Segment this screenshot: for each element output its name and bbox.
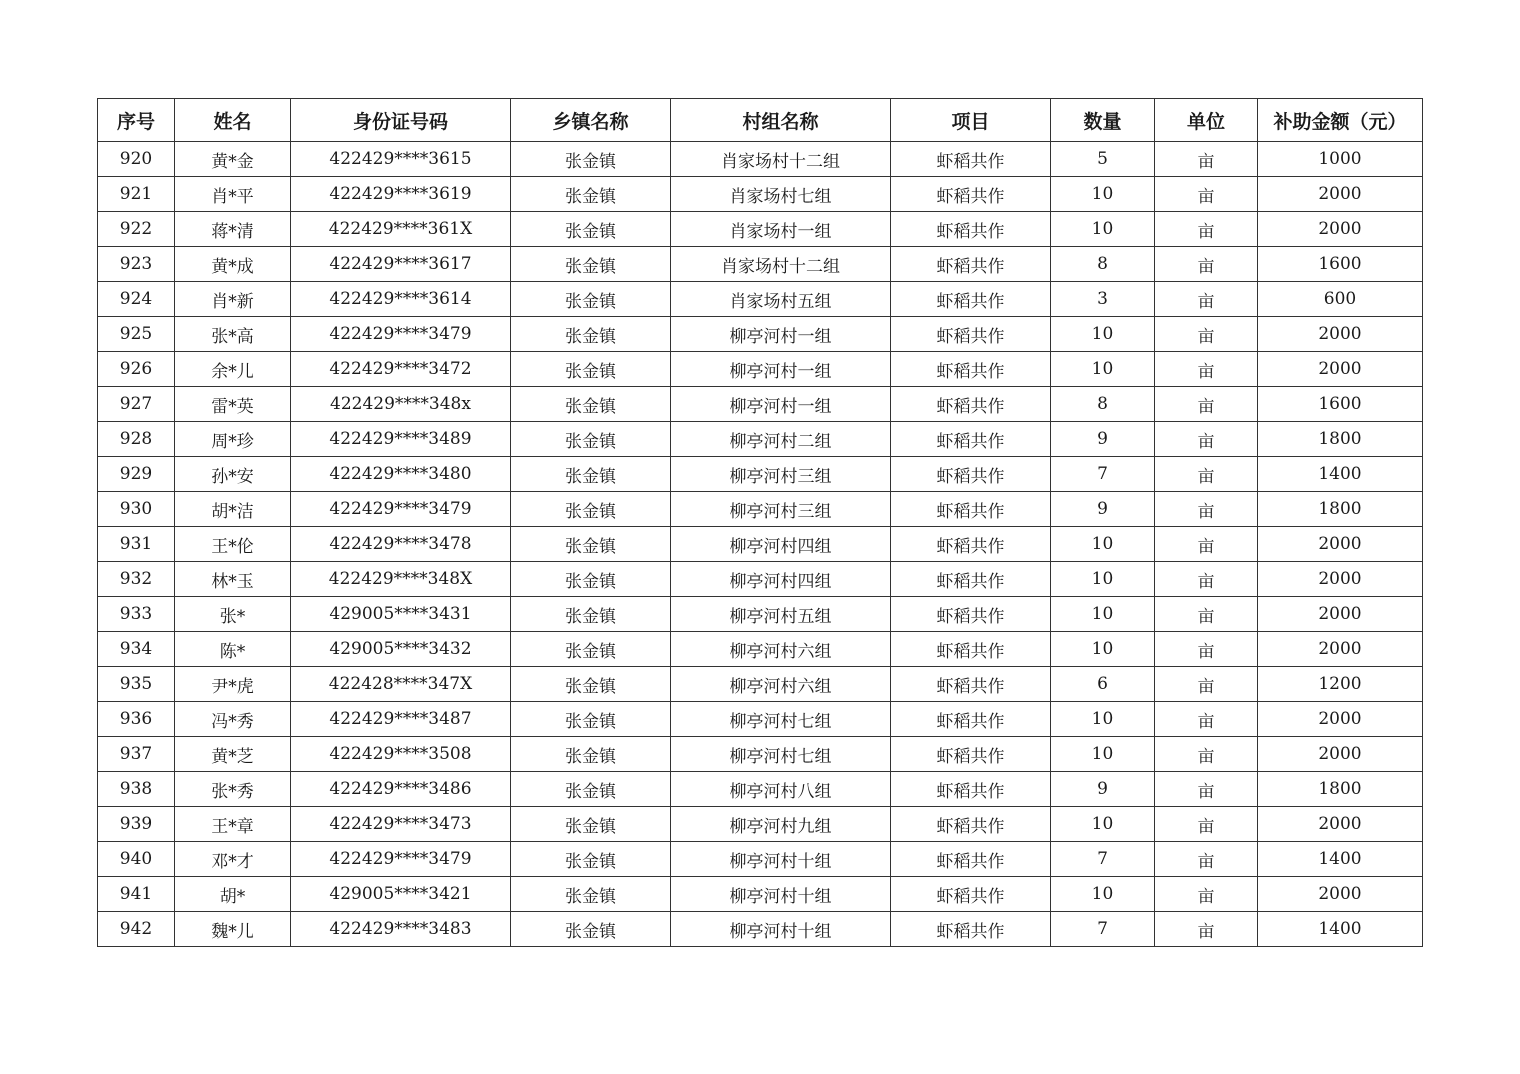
cell-index: 922 xyxy=(98,212,175,247)
cell-subsidy-amount: 1800 xyxy=(1258,772,1423,807)
cell-village-group: 柳亭河村四组 xyxy=(671,562,891,597)
cell-quantity: 10 xyxy=(1051,737,1155,772)
cell-town: 张金镇 xyxy=(511,912,671,947)
cell-town: 张金镇 xyxy=(511,632,671,667)
cell-quantity: 9 xyxy=(1051,422,1155,457)
cell-village-group: 肖家场村五组 xyxy=(671,282,891,317)
header-quantity: 数量 xyxy=(1051,99,1155,142)
cell-id-number: 422429****3472 xyxy=(291,352,511,387)
cell-id-number: 429005****3431 xyxy=(291,597,511,632)
cell-unit: 亩 xyxy=(1155,632,1258,667)
cell-index: 932 xyxy=(98,562,175,597)
table-row xyxy=(98,457,1423,492)
cell-unit: 亩 xyxy=(1155,282,1258,317)
cell-subsidy-amount: 2000 xyxy=(1258,807,1423,842)
cell-subsidy-amount: 2000 xyxy=(1258,877,1423,912)
cell-town: 张金镇 xyxy=(511,772,671,807)
cell-unit: 亩 xyxy=(1155,807,1258,842)
cell-id-number: 422429****3483 xyxy=(291,912,511,947)
cell-subsidy-amount: 2000 xyxy=(1258,562,1423,597)
cell-town: 张金镇 xyxy=(511,282,671,317)
cell-subsidy-amount: 1000 xyxy=(1258,142,1423,177)
table-row xyxy=(98,912,1423,947)
cell-name: 冯*秀 xyxy=(175,702,291,737)
table-header-row xyxy=(98,99,1423,142)
cell-village-group: 肖家场村七组 xyxy=(671,177,891,212)
cell-name: 张*秀 xyxy=(175,772,291,807)
cell-project: 虾稻共作 xyxy=(891,317,1051,352)
cell-quantity: 10 xyxy=(1051,597,1155,632)
cell-id-number: 422429****3479 xyxy=(291,317,511,352)
cell-village-group: 肖家场村一组 xyxy=(671,212,891,247)
cell-unit: 亩 xyxy=(1155,667,1258,702)
cell-quantity: 7 xyxy=(1051,842,1155,877)
cell-index: 934 xyxy=(98,632,175,667)
table-row xyxy=(98,247,1423,282)
cell-village-group: 柳亭河村六组 xyxy=(671,667,891,702)
cell-project: 虾稻共作 xyxy=(891,737,1051,772)
cell-index: 923 xyxy=(98,247,175,282)
cell-unit: 亩 xyxy=(1155,212,1258,247)
cell-index: 925 xyxy=(98,317,175,352)
cell-name: 张*高 xyxy=(175,317,291,352)
cell-index: 928 xyxy=(98,422,175,457)
cell-id-number: 422429****3479 xyxy=(291,492,511,527)
cell-town: 张金镇 xyxy=(511,212,671,247)
cell-quantity: 10 xyxy=(1051,807,1155,842)
cell-town: 张金镇 xyxy=(511,807,671,842)
cell-town: 张金镇 xyxy=(511,142,671,177)
cell-name: 陈* xyxy=(175,632,291,667)
cell-project: 虾稻共作 xyxy=(891,597,1051,632)
cell-project: 虾稻共作 xyxy=(891,212,1051,247)
table-row xyxy=(98,282,1423,317)
cell-name: 周*珍 xyxy=(175,422,291,457)
cell-town: 张金镇 xyxy=(511,737,671,772)
cell-village-group: 肖家场村十二组 xyxy=(671,247,891,282)
cell-name: 雷*英 xyxy=(175,387,291,422)
table-row xyxy=(98,737,1423,772)
cell-unit: 亩 xyxy=(1155,352,1258,387)
cell-index: 939 xyxy=(98,807,175,842)
cell-unit: 亩 xyxy=(1155,247,1258,282)
cell-index: 927 xyxy=(98,387,175,422)
cell-index: 926 xyxy=(98,352,175,387)
cell-name: 黄*金 xyxy=(175,142,291,177)
header-id-number: 身份证号码 xyxy=(291,99,511,142)
cell-id-number: 422429****3487 xyxy=(291,702,511,737)
cell-subsidy-amount: 2000 xyxy=(1258,632,1423,667)
cell-index: 924 xyxy=(98,282,175,317)
cell-index: 942 xyxy=(98,912,175,947)
cell-project: 虾稻共作 xyxy=(891,422,1051,457)
table-row xyxy=(98,142,1423,177)
cell-village-group: 柳亭河村十组 xyxy=(671,877,891,912)
header-town: 乡镇名称 xyxy=(511,99,671,142)
header-name: 姓名 xyxy=(175,99,291,142)
cell-village-group: 柳亭河村十组 xyxy=(671,912,891,947)
cell-unit: 亩 xyxy=(1155,702,1258,737)
cell-town: 张金镇 xyxy=(511,352,671,387)
cell-project: 虾稻共作 xyxy=(891,702,1051,737)
cell-quantity: 7 xyxy=(1051,457,1155,492)
cell-subsidy-amount: 1400 xyxy=(1258,842,1423,877)
cell-id-number: 422429****3508 xyxy=(291,737,511,772)
cell-subsidy-amount: 2000 xyxy=(1258,737,1423,772)
cell-town: 张金镇 xyxy=(511,702,671,737)
cell-project: 虾稻共作 xyxy=(891,912,1051,947)
cell-quantity: 7 xyxy=(1051,912,1155,947)
cell-index: 929 xyxy=(98,457,175,492)
cell-subsidy-amount: 1400 xyxy=(1258,912,1423,947)
table-row xyxy=(98,317,1423,352)
cell-name: 张* xyxy=(175,597,291,632)
cell-name: 魏*儿 xyxy=(175,912,291,947)
table-row xyxy=(98,422,1423,457)
cell-project: 虾稻共作 xyxy=(891,247,1051,282)
cell-town: 张金镇 xyxy=(511,597,671,632)
cell-quantity: 8 xyxy=(1051,387,1155,422)
table-row xyxy=(98,772,1423,807)
cell-name: 肖*平 xyxy=(175,177,291,212)
cell-quantity: 10 xyxy=(1051,317,1155,352)
table-row xyxy=(98,632,1423,667)
cell-id-number: 422429****348X xyxy=(291,562,511,597)
table-row xyxy=(98,807,1423,842)
cell-id-number: 429005****3421 xyxy=(291,877,511,912)
cell-project: 虾稻共作 xyxy=(891,877,1051,912)
cell-unit: 亩 xyxy=(1155,492,1258,527)
cell-project: 虾稻共作 xyxy=(891,842,1051,877)
cell-name: 胡*洁 xyxy=(175,492,291,527)
cell-project: 虾稻共作 xyxy=(891,352,1051,387)
cell-unit: 亩 xyxy=(1155,422,1258,457)
cell-town: 张金镇 xyxy=(511,422,671,457)
cell-id-number: 422429****348x xyxy=(291,387,511,422)
cell-village-group: 柳亭河村八组 xyxy=(671,772,891,807)
cell-project: 虾稻共作 xyxy=(891,562,1051,597)
cell-quantity: 10 xyxy=(1051,177,1155,212)
cell-index: 941 xyxy=(98,877,175,912)
cell-quantity: 10 xyxy=(1051,877,1155,912)
cell-quantity: 3 xyxy=(1051,282,1155,317)
cell-village-group: 柳亭河村九组 xyxy=(671,807,891,842)
header-village-group: 村组名称 xyxy=(671,99,891,142)
table-row xyxy=(98,177,1423,212)
cell-quantity: 10 xyxy=(1051,632,1155,667)
table-row xyxy=(98,877,1423,912)
cell-village-group: 柳亭河村四组 xyxy=(671,527,891,562)
cell-unit: 亩 xyxy=(1155,562,1258,597)
cell-village-group: 柳亭河村三组 xyxy=(671,492,891,527)
cell-project: 虾稻共作 xyxy=(891,282,1051,317)
cell-unit: 亩 xyxy=(1155,737,1258,772)
cell-project: 虾稻共作 xyxy=(891,527,1051,562)
cell-name: 黄*芝 xyxy=(175,737,291,772)
table-row xyxy=(98,702,1423,737)
cell-id-number: 422429****3480 xyxy=(291,457,511,492)
cell-town: 张金镇 xyxy=(511,527,671,562)
cell-village-group: 柳亭河村一组 xyxy=(671,317,891,352)
cell-index: 938 xyxy=(98,772,175,807)
cell-id-number: 422429****3473 xyxy=(291,807,511,842)
cell-index: 930 xyxy=(98,492,175,527)
cell-town: 张金镇 xyxy=(511,842,671,877)
cell-id-number: 429005****3432 xyxy=(291,632,511,667)
table-row xyxy=(98,562,1423,597)
cell-subsidy-amount: 2000 xyxy=(1258,352,1423,387)
cell-index: 937 xyxy=(98,737,175,772)
cell-unit: 亩 xyxy=(1155,177,1258,212)
cell-subsidy-amount: 2000 xyxy=(1258,212,1423,247)
cell-name: 胡* xyxy=(175,877,291,912)
cell-quantity: 10 xyxy=(1051,527,1155,562)
cell-quantity: 6 xyxy=(1051,667,1155,702)
cell-unit: 亩 xyxy=(1155,142,1258,177)
cell-town: 张金镇 xyxy=(511,387,671,422)
cell-town: 张金镇 xyxy=(511,457,671,492)
cell-name: 林*玉 xyxy=(175,562,291,597)
cell-quantity: 10 xyxy=(1051,562,1155,597)
cell-project: 虾稻共作 xyxy=(891,492,1051,527)
cell-project: 虾稻共作 xyxy=(891,177,1051,212)
cell-quantity: 10 xyxy=(1051,352,1155,387)
cell-name: 肖*新 xyxy=(175,282,291,317)
cell-unit: 亩 xyxy=(1155,912,1258,947)
table-row xyxy=(98,387,1423,422)
cell-town: 张金镇 xyxy=(511,877,671,912)
cell-village-group: 柳亭河村十组 xyxy=(671,842,891,877)
table-row xyxy=(98,527,1423,562)
table-row xyxy=(98,352,1423,387)
cell-subsidy-amount: 1200 xyxy=(1258,667,1423,702)
cell-name: 尹*虎 xyxy=(175,667,291,702)
cell-village-group: 肖家场村十二组 xyxy=(671,142,891,177)
cell-project: 虾稻共作 xyxy=(891,142,1051,177)
cell-name: 邓*才 xyxy=(175,842,291,877)
cell-unit: 亩 xyxy=(1155,317,1258,352)
cell-index: 921 xyxy=(98,177,175,212)
cell-town: 张金镇 xyxy=(511,247,671,282)
cell-id-number: 422429****3486 xyxy=(291,772,511,807)
cell-project: 虾稻共作 xyxy=(891,667,1051,702)
cell-subsidy-amount: 2000 xyxy=(1258,317,1423,352)
cell-town: 张金镇 xyxy=(511,492,671,527)
cell-quantity: 8 xyxy=(1051,247,1155,282)
table-row xyxy=(98,667,1423,702)
table-row xyxy=(98,842,1423,877)
cell-index: 936 xyxy=(98,702,175,737)
cell-subsidy-amount: 1600 xyxy=(1258,247,1423,282)
cell-project: 虾稻共作 xyxy=(891,387,1051,422)
table-row xyxy=(98,212,1423,247)
cell-name: 蒋*清 xyxy=(175,212,291,247)
cell-project: 虾稻共作 xyxy=(891,632,1051,667)
cell-subsidy-amount: 2000 xyxy=(1258,597,1423,632)
cell-village-group: 柳亭河村三组 xyxy=(671,457,891,492)
cell-unit: 亩 xyxy=(1155,527,1258,562)
table-row xyxy=(98,597,1423,632)
table-row xyxy=(98,492,1423,527)
cell-town: 张金镇 xyxy=(511,177,671,212)
cell-subsidy-amount: 1800 xyxy=(1258,492,1423,527)
cell-project: 虾稻共作 xyxy=(891,772,1051,807)
cell-index: 931 xyxy=(98,527,175,562)
cell-town: 张金镇 xyxy=(511,317,671,352)
cell-id-number: 422429****3479 xyxy=(291,842,511,877)
table-body xyxy=(98,142,1423,947)
cell-index: 933 xyxy=(98,597,175,632)
cell-name: 孙*安 xyxy=(175,457,291,492)
cell-name: 王*章 xyxy=(175,807,291,842)
cell-quantity: 9 xyxy=(1051,772,1155,807)
cell-village-group: 柳亭河村七组 xyxy=(671,737,891,772)
cell-town: 张金镇 xyxy=(511,562,671,597)
cell-id-number: 422429****3617 xyxy=(291,247,511,282)
cell-id-number: 422429****3489 xyxy=(291,422,511,457)
cell-index: 940 xyxy=(98,842,175,877)
cell-subsidy-amount: 1800 xyxy=(1258,422,1423,457)
cell-id-number: 422429****361X xyxy=(291,212,511,247)
cell-unit: 亩 xyxy=(1155,597,1258,632)
cell-id-number: 422429****3619 xyxy=(291,177,511,212)
cell-unit: 亩 xyxy=(1155,457,1258,492)
cell-id-number: 422428****347X xyxy=(291,667,511,702)
cell-id-number: 422429****3614 xyxy=(291,282,511,317)
cell-village-group: 柳亭河村一组 xyxy=(671,387,891,422)
header-subsidy-amount: 补助金额（元） xyxy=(1258,99,1423,142)
cell-town: 张金镇 xyxy=(511,667,671,702)
cell-unit: 亩 xyxy=(1155,842,1258,877)
cell-id-number: 422429****3615 xyxy=(291,142,511,177)
cell-subsidy-amount: 600 xyxy=(1258,282,1423,317)
cell-village-group: 柳亭河村一组 xyxy=(671,352,891,387)
cell-village-group: 柳亭河村七组 xyxy=(671,702,891,737)
cell-village-group: 柳亭河村六组 xyxy=(671,632,891,667)
cell-unit: 亩 xyxy=(1155,772,1258,807)
cell-name: 余*儿 xyxy=(175,352,291,387)
cell-subsidy-amount: 1400 xyxy=(1258,457,1423,492)
cell-project: 虾稻共作 xyxy=(891,457,1051,492)
cell-project: 虾稻共作 xyxy=(891,807,1051,842)
header-unit: 单位 xyxy=(1155,99,1258,142)
cell-quantity: 5 xyxy=(1051,142,1155,177)
cell-subsidy-amount: 2000 xyxy=(1258,527,1423,562)
cell-name: 黄*成 xyxy=(175,247,291,282)
cell-quantity: 10 xyxy=(1051,212,1155,247)
subsidy-table xyxy=(97,98,1423,947)
cell-quantity: 9 xyxy=(1051,492,1155,527)
cell-village-group: 柳亭河村二组 xyxy=(671,422,891,457)
cell-subsidy-amount: 2000 xyxy=(1258,702,1423,737)
cell-subsidy-amount: 1600 xyxy=(1258,387,1423,422)
cell-index: 920 xyxy=(98,142,175,177)
cell-unit: 亩 xyxy=(1155,877,1258,912)
cell-quantity: 10 xyxy=(1051,702,1155,737)
cell-index: 935 xyxy=(98,667,175,702)
cell-unit: 亩 xyxy=(1155,387,1258,422)
header-project: 项目 xyxy=(891,99,1051,142)
cell-name: 王*伦 xyxy=(175,527,291,562)
cell-id-number: 422429****3478 xyxy=(291,527,511,562)
header-index: 序号 xyxy=(98,99,175,142)
cell-subsidy-amount: 2000 xyxy=(1258,177,1423,212)
cell-village-group: 柳亭河村五组 xyxy=(671,597,891,632)
